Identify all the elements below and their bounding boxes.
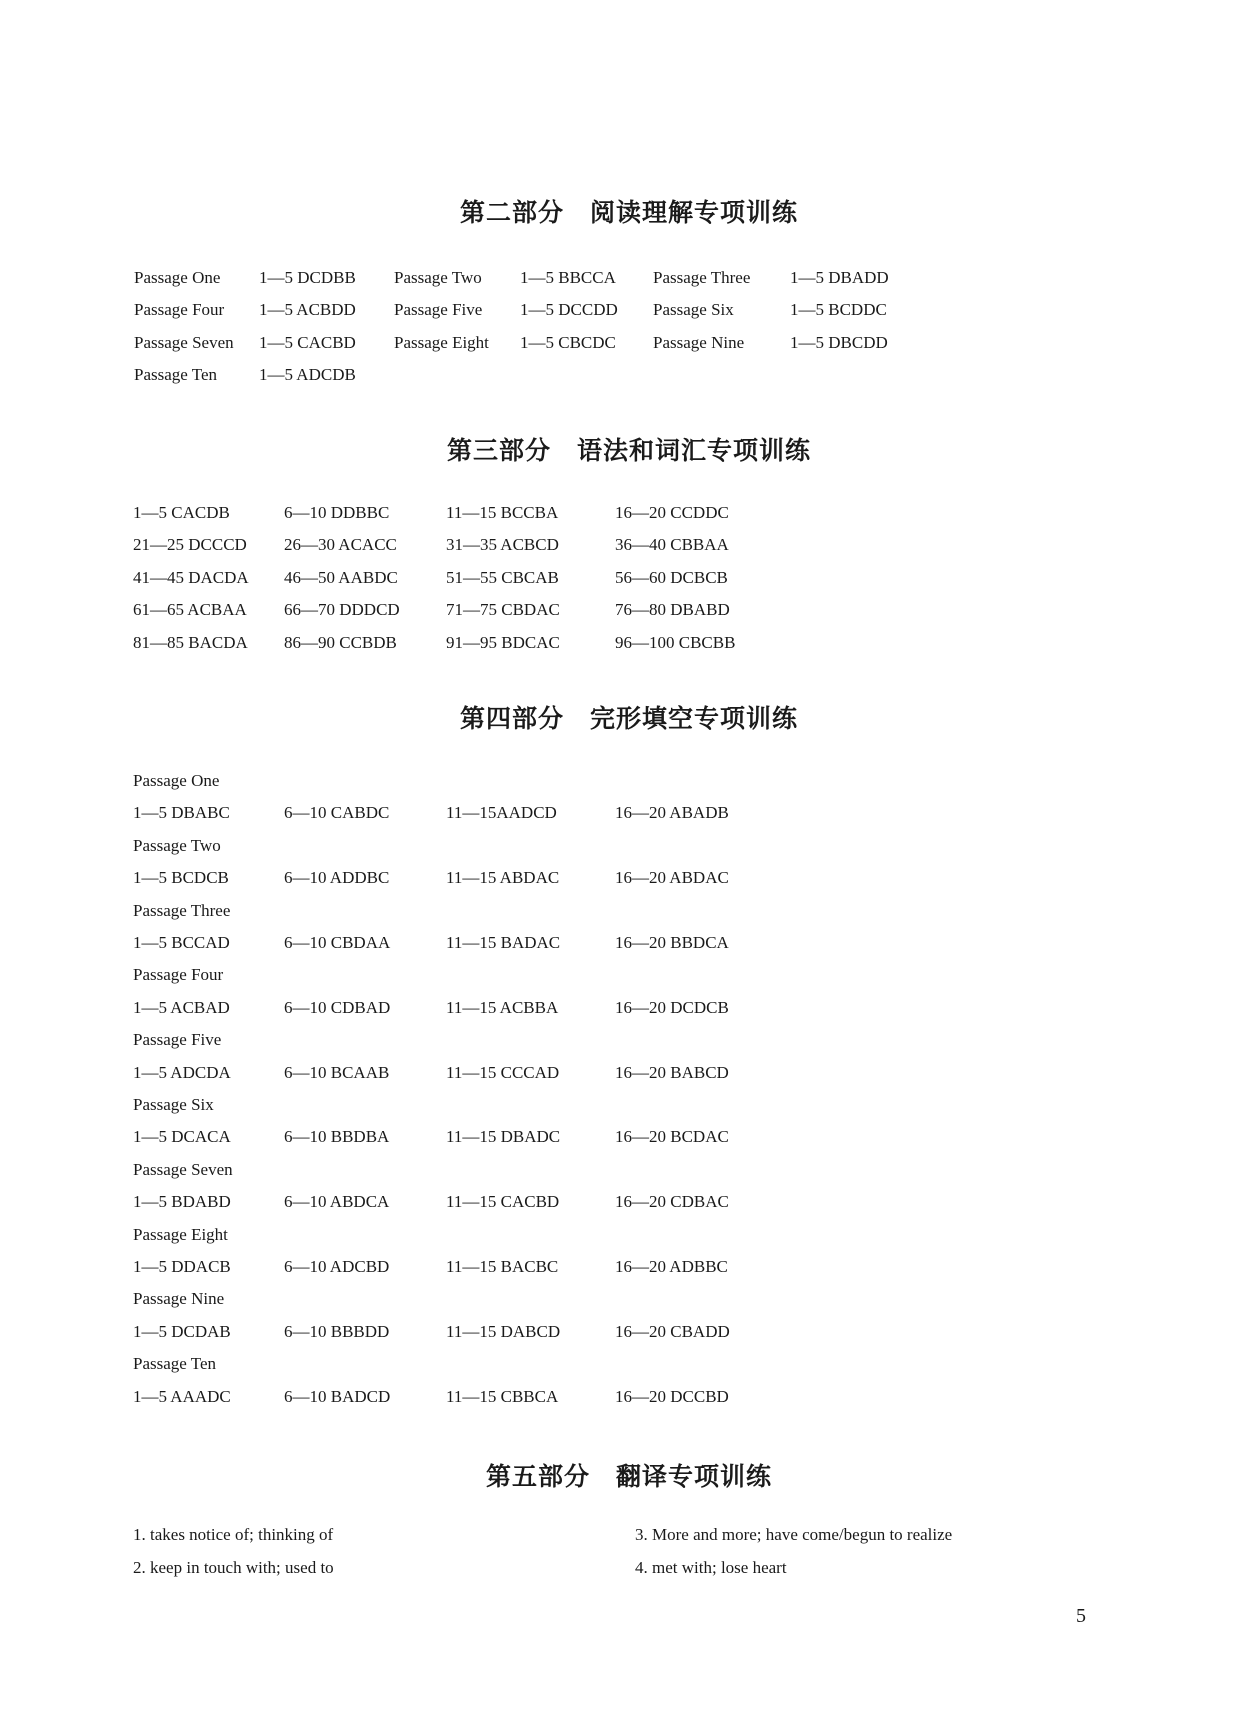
answer-range: 36—40 CBBAA: [615, 535, 729, 555]
answer-range: 1—5 DBCDD: [790, 332, 888, 352]
answer-range: 11—15 CACBD: [446, 1192, 560, 1212]
answer-range: 1—5 DCCDD: [520, 300, 618, 320]
answer-range: 11—15 CBBCA: [446, 1386, 559, 1406]
answer-range: 11—15AADCD: [446, 803, 557, 823]
answer-range: 6—10 CABDC: [284, 803, 390, 823]
passage-label: Passage Ten: [133, 1354, 217, 1374]
passage-label: Passage Three: [133, 900, 231, 920]
answer-range: 31—35 ACBCD: [446, 535, 559, 555]
answer-range: 46—50 AABDC: [284, 567, 398, 587]
answer-range: 16—20 CCDDC: [615, 503, 729, 522]
answer-range: 1—5 DCDAB: [133, 1321, 231, 1341]
answer-range: 1—5 BCCAD: [133, 933, 230, 952]
passage-label: Passage Three: [653, 268, 751, 287]
passage-label: Passage Seven: [133, 1159, 233, 1179]
answer-range: 1—5 DDACB: [133, 1257, 231, 1276]
answer-range: 6—10 CDBAD: [284, 997, 391, 1017]
answer-range: 81—85 BACDA: [133, 632, 248, 652]
section-title-grammar: 第三部分 语法和词汇专项训练: [446, 436, 811, 465]
answer-range: 16—20 BBDCA: [615, 933, 729, 952]
answer-range: 1—5 BCDCB: [133, 868, 229, 888]
answer-range: 16—20 ABDAC: [615, 868, 729, 888]
answer-range: 1—5 DBADD: [790, 268, 889, 287]
answer-range: 61—65 ACBAA: [133, 600, 247, 620]
translation-item: 2. keep in touch with; used to: [133, 1558, 334, 1577]
answer-range: 6—10 BCAAB: [284, 1062, 390, 1082]
answer-range: 1—5 ACBDD: [259, 300, 356, 320]
passage-label: Passage Six: [133, 1095, 214, 1114]
answer-range: 6—10 BBDBA: [284, 1127, 390, 1147]
passage-label: Passage Two: [394, 268, 482, 287]
page-number: 5: [1076, 1605, 1086, 1627]
answer-range: 1—5 DBABC: [133, 803, 230, 823]
answer-range: 16—20 CBADD: [615, 1321, 730, 1341]
answer-range: 6—10 CBDAA: [284, 933, 391, 952]
answer-range: 11—15 CCCAD: [446, 1062, 560, 1082]
passage-label: Passage Four: [133, 965, 224, 985]
translation-item: 1. takes notice of; thinking of: [133, 1525, 334, 1544]
answer-range: 16—20 ABADB: [615, 803, 729, 823]
answer-range: 51—55 CBCAB: [446, 567, 559, 587]
translation-item: 4. met with; lose heart: [635, 1558, 787, 1577]
answer-range: 11—15 DBADC: [446, 1127, 561, 1147]
answer-range: 66—70 DDDCD: [284, 600, 400, 620]
passage-label: Passage One: [133, 771, 220, 790]
answer-range: 1—5 ADCDB: [259, 364, 356, 384]
translation-item: 3. More and more; have come/begun to realize: [635, 1525, 953, 1544]
answer-range: 1—5 BDABD: [133, 1192, 231, 1212]
answer-range: 6—10 ADCBD: [284, 1257, 390, 1276]
answer-range: 16—20 BABCD: [615, 1062, 729, 1082]
answer-range: 6—10 BADCD: [284, 1386, 391, 1406]
section-title-cloze: 第四部分 完形填空专项训练: [459, 704, 798, 733]
passage-label: Passage Eight: [133, 1224, 228, 1244]
passage-label: Passage Five: [133, 1030, 222, 1050]
passage-label: Passage Four: [134, 300, 225, 320]
answer-range: 1—5 DCACA: [133, 1127, 231, 1147]
passage-label: Passage One: [134, 268, 221, 287]
passage-label: Passage Eight: [394, 332, 489, 352]
answer-range: 1—5 CACDB: [133, 503, 230, 522]
answer-range: 96—100 CBCBB: [615, 632, 736, 652]
answer-range: 16—20 ADBBC: [615, 1257, 728, 1276]
answer-range: 1—5 ADCDA: [133, 1062, 231, 1082]
answer-range: 11—15 DABCD: [446, 1321, 561, 1341]
answer-range: 11—15 ABDAC: [446, 868, 560, 888]
section-title-translation: 第五部分 翻译专项训练: [485, 1462, 772, 1491]
answer-range: 11—15 ACBBA: [446, 997, 559, 1017]
answer-range: 86—90 CCBDB: [284, 632, 397, 652]
answer-range: 11—15 BACBC: [446, 1257, 559, 1276]
answer-range: 16—20 BCDAC: [615, 1127, 729, 1147]
passage-label: Passage Nine: [653, 332, 745, 352]
answer-range: 1—5 CBCDC: [520, 332, 616, 352]
answer-range: 56—60 DCBCB: [615, 567, 728, 587]
answer-range: 21—25 DCCCD: [133, 535, 247, 555]
answer-range: 1—5 CACBD: [259, 332, 356, 352]
section-title-reading: 第二部分 阅读理解专项训练: [459, 198, 798, 227]
passage-label: Passage Five: [394, 300, 483, 320]
answer-range: 1—5 ACBAD: [133, 997, 230, 1017]
answer-range: 91—95 BDCAC: [446, 632, 560, 652]
answer-range: 6—10 ABDCA: [284, 1192, 390, 1212]
answer-range: 6—10 BBBDD: [284, 1321, 390, 1341]
answer-range: 11—15 BCCBA: [446, 503, 559, 522]
answer-range: 16—20 DCDCB: [615, 997, 729, 1017]
answer-range: 16—20 DCCBD: [615, 1386, 729, 1406]
answer-range: 6—10 DDBBC: [284, 503, 390, 522]
passage-label: Passage Two: [133, 835, 221, 855]
passage-label: Passage Ten: [134, 364, 218, 384]
answer-range: 41—45 DACDA: [133, 567, 249, 587]
answer-range: 1—5 BBCCA: [520, 268, 616, 287]
answer-range: 16—20 CDBAC: [615, 1192, 729, 1212]
passage-label: Passage Seven: [134, 332, 234, 352]
answer-range: 1—5 BCDDC: [790, 300, 887, 320]
passage-label: Passage Six: [653, 300, 734, 320]
answer-range: 6—10 ADDBC: [284, 868, 390, 888]
answer-range: 11—15 BADAC: [446, 933, 561, 952]
answer-range: 1—5 DCDBB: [259, 268, 356, 287]
answer-range: 1—5 AAADC: [133, 1386, 231, 1406]
passage-label: Passage Nine: [133, 1289, 225, 1309]
answer-range: 76—80 DBABD: [615, 600, 730, 620]
answer-range: 71—75 CBDAC: [446, 600, 560, 620]
answer-range: 26—30 ACACC: [284, 535, 397, 555]
